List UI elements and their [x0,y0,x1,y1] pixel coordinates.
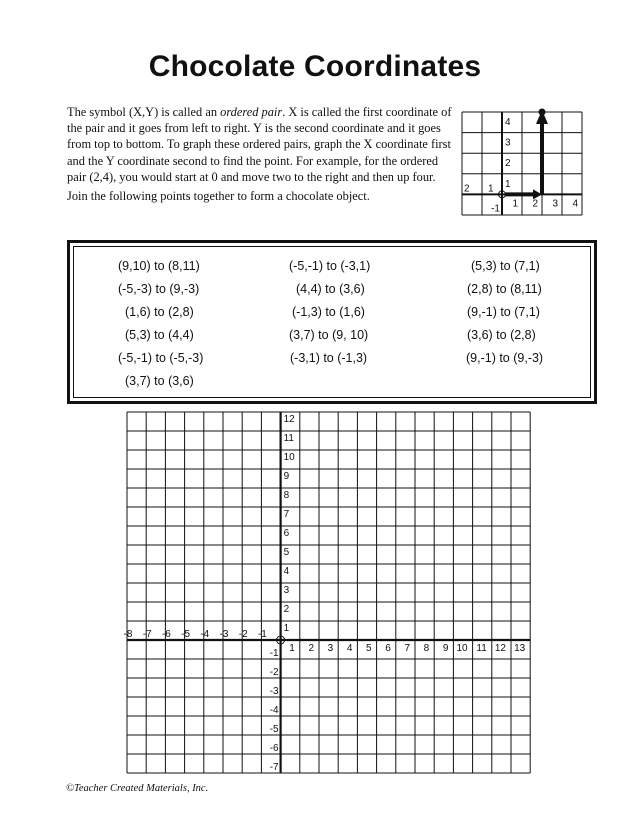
pair-item: (4,4) to (3,6) [296,282,365,296]
x-axis-tick-label: -3 [219,629,229,640]
y-axis-tick-label: 9 [283,471,290,482]
y-axis-tick-label: 12 [283,414,295,425]
pair-item: (-5,-3) to (9,-3) [118,282,200,296]
example-y-tick-label: 2 [505,158,511,170]
pair-item: (3,7) to (3,6) [125,374,194,388]
pair-item: (2,8) to (8,11) [467,282,542,296]
x-axis-tick-label: 13 [514,643,526,654]
y-axis-tick-label: -1 [269,648,279,659]
y-axis-tick-label: 4 [283,566,290,577]
y-axis-tick-label: 1 [283,623,290,634]
example-x-tick-label: 4 [572,198,578,210]
intro-emphasis: ordered pair [220,105,283,119]
pair-item: (-5,-1) to (-3,1) [289,259,371,273]
y-axis-tick-label: -7 [269,762,279,773]
pair-item: (3,6) to (2,8) [467,328,536,342]
x-axis-tick-label: 1 [289,643,295,654]
example-y-tick-label: 3 [505,137,511,149]
y-axis-tick-label: 8 [283,490,290,501]
x-axis-tick-label: 3 [327,643,334,654]
x-axis-tick-label: 8 [423,643,430,654]
example-y-tick-label: -1 [491,203,500,215]
y-axis-tick-label: 7 [283,509,290,520]
pair-item: (-3,1) to (-1,3) [290,351,368,365]
x-axis-tick-label: -7 [142,629,152,640]
x-axis-tick-label: 2 [308,643,314,654]
pair-item: (3,7) to (9, 10) [289,328,369,342]
pair-item: (9,-1) to (7,1) [467,305,540,319]
example-x-tick-label: 3 [552,198,558,210]
x-axis-tick-label: 10 [456,643,468,654]
x-axis-tick-label: 9 [442,643,449,654]
pair-item: (-1,3) to (1,6) [292,305,365,319]
instructions-paragraph-2: Join the following points together to form a chocolate object. [67,189,370,204]
x-axis-tick-label: -2 [238,629,248,640]
x-axis-tick-label: 4 [346,643,353,654]
example-x-tick-label: 2 [464,183,470,195]
example-x-tick-label: 1 [488,183,494,195]
pair-item: (9,10) to (8,11) [118,259,200,273]
x-axis-tick-label: 6 [385,643,391,654]
intro-text-a: The symbol (X,Y) is called an [67,105,221,119]
y-axis-tick-label: 2 [283,604,290,615]
x-axis-tick-label: 12 [494,643,506,654]
example-x-tick-label: 2 [532,198,538,210]
x-axis-tick-label: 11 [476,643,487,654]
x-axis-tick-label: -8 [123,629,133,640]
x-axis-tick-label: -6 [161,629,171,640]
y-axis-tick-label: -3 [269,686,279,697]
x-axis-tick-label: 5 [366,643,372,654]
page-title: Chocolate Coordinates [148,50,482,83]
pair-item: (9,-1) to (9,-3) [466,351,544,365]
x-axis-tick-label: -1 [257,629,267,640]
y-axis-tick-label: 6 [283,528,290,539]
pair-item: (5,3) to (7,1) [471,259,540,273]
y-axis-tick-label: -2 [269,667,279,678]
pair-item: (1,6) to (2,8) [125,305,194,319]
x-axis-tick-label: -5 [181,629,191,640]
intro-text-b: . X is called the first coordinate of the pair and it goes from left to right. Y is the second coordinate and it goes from top to bottom. To graph these ordered pairs, graph the X coordinate first and the Y coordinate second to find the point. For example, for the ordered pair (2,4), you would start at 0 and move two to the right and then up four. [67,105,452,184]
y-axis-tick-label: 11 [283,433,294,444]
grid-lines [127,412,530,773]
y-axis-tick-label: 3 [283,585,290,596]
example-x-tick-label: 1 [512,198,518,210]
y-axis-tick-label: 10 [283,452,295,463]
grid-axes [127,412,530,773]
pair-item: (-5,-1) to (-5,-3) [118,351,204,365]
pair-item: (5,3) to (4,4) [125,328,194,342]
grid-axis-labels [124,414,526,773]
y-axis-tick-label: -5 [269,724,279,735]
x-axis-tick-label: -4 [200,629,210,640]
x-axis-tick-label: 7 [404,643,410,654]
copyright-credit: ©Teacher Created Materials, Inc. [66,783,209,794]
example-y-tick-label: 4 [505,117,511,128]
example-y-tick-label: 1 [505,178,511,190]
y-axis-tick-label: 5 [283,547,290,558]
y-axis-tick-label: -4 [269,705,279,716]
y-axis-tick-label: -6 [269,743,279,754]
